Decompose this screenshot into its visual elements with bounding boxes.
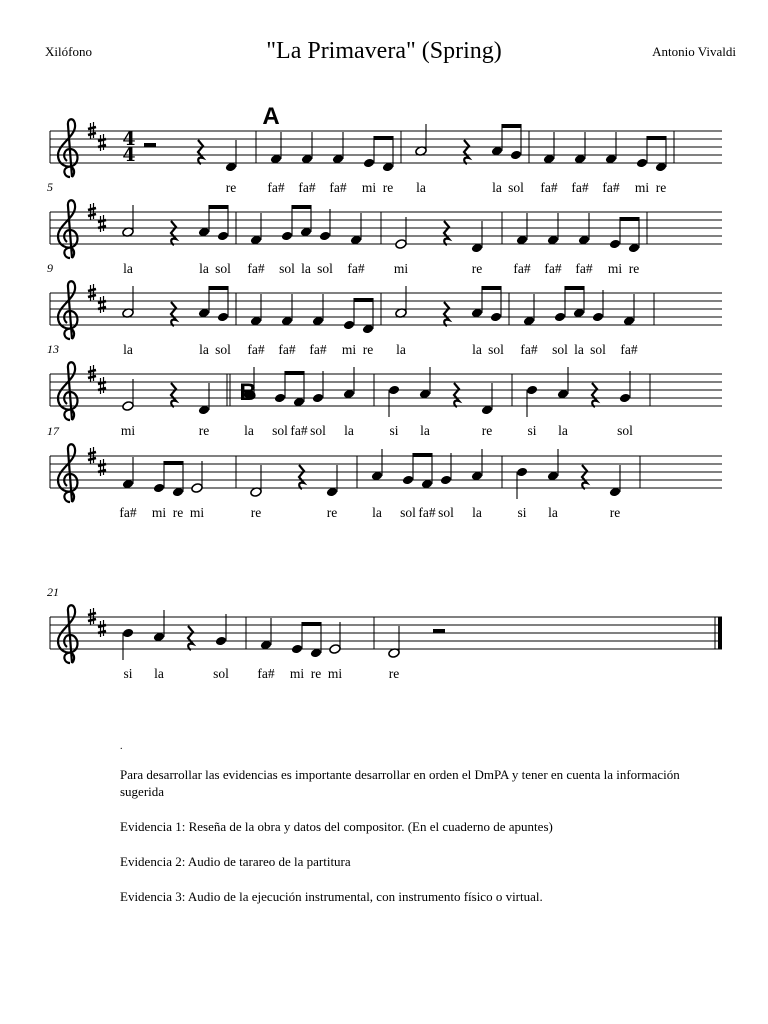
measure-number: 21 — [47, 585, 59, 599]
note-head — [363, 158, 375, 169]
lyric-syllable: sol — [272, 423, 288, 438]
lyric-syllable: sol — [215, 261, 231, 276]
treble-clef — [58, 281, 77, 339]
half-note-head — [395, 239, 407, 250]
lyric-syllable: re — [382, 180, 394, 195]
note-head — [281, 231, 293, 242]
lyric-syllable: la — [199, 261, 209, 276]
note-beam — [164, 461, 184, 465]
lyric-syllable: fa# — [544, 261, 562, 276]
lyric-syllable: sol — [279, 261, 295, 276]
quarter-rest — [454, 383, 459, 407]
lyric-syllable: fa# — [267, 180, 285, 195]
note-beam — [565, 286, 585, 290]
lyric-syllable: fa# — [247, 342, 265, 357]
note-head — [490, 312, 502, 323]
quarter-rest — [582, 465, 587, 489]
note-beam — [502, 124, 522, 128]
treble-clef — [58, 200, 77, 258]
lyric-syllable: re — [362, 342, 374, 357]
instrument-label: Xilófono — [45, 44, 92, 59]
instructions-intro: Para desarrollar las evidencias es importante desarrollar en orden el DmPA y tener en cuenta la información sugerida — [120, 767, 680, 799]
lyric-syllable: la — [416, 180, 426, 195]
note-head — [153, 483, 165, 494]
lyric-syllable: la — [244, 423, 254, 438]
final-barline — [718, 617, 722, 649]
lyric-syllable: re — [172, 505, 184, 520]
lyric-syllable: mi — [151, 505, 167, 520]
measure-number: 17 — [47, 424, 59, 438]
lyric-syllable: sol — [508, 180, 524, 195]
note-head — [526, 385, 538, 396]
note-beam — [482, 286, 502, 290]
lyric-syllable: sol — [438, 505, 454, 520]
lyric-syllable: fa# — [309, 342, 327, 357]
lyric-syllable: fa# — [513, 261, 531, 276]
note-head — [319, 231, 331, 242]
note-beam — [647, 136, 667, 140]
lyric-syllable: sol — [213, 666, 229, 681]
note-head — [122, 628, 134, 639]
piece-title: "La Primavera" (Spring) — [266, 38, 502, 64]
note-head — [217, 231, 229, 242]
lyric-syllable: mi — [189, 505, 205, 520]
note-head — [510, 150, 522, 161]
lyric-syllable: la — [420, 423, 430, 438]
lyric-syllable: mi — [327, 666, 343, 681]
lyric-syllable: la — [558, 423, 568, 438]
note-head — [592, 312, 604, 323]
lyric-syllable: sol — [617, 423, 633, 438]
note-head — [516, 467, 528, 478]
treble-clef — [58, 362, 77, 420]
lyric-syllable: mi — [634, 180, 650, 195]
quarter-rest — [188, 626, 193, 650]
note-beam — [374, 136, 394, 140]
note-beam — [285, 371, 305, 375]
lyric-syllable: re — [471, 261, 483, 276]
note-head — [215, 636, 227, 647]
lyric-syllable: sol — [317, 261, 333, 276]
note-head — [609, 239, 621, 250]
evidencia-3: Evidencia 3: Audio de la ejecución instrumental, con instrumento físico o virtual. — [120, 889, 543, 904]
stray-dot: . — [120, 741, 123, 752]
lyric-syllable: re — [388, 666, 400, 681]
time-signature-top: 4 — [122, 128, 136, 150]
measure-number: 13 — [47, 342, 59, 356]
lyric-syllable: mi — [120, 423, 136, 438]
note-head — [636, 158, 648, 169]
lyric-syllable: re — [326, 505, 338, 520]
quarter-rest — [444, 221, 449, 245]
quarter-rest — [464, 140, 469, 164]
time-signature-bottom: 4 — [122, 144, 136, 166]
sharp-sign — [98, 377, 106, 394]
lyric-syllable: la — [548, 505, 558, 520]
sharp-sign — [98, 296, 106, 313]
lyric-syllable: la — [199, 342, 209, 357]
lyric-syllable: sol — [552, 342, 568, 357]
sharp-sign — [98, 215, 106, 232]
lyric-syllable: la — [344, 423, 354, 438]
lyric-syllable: re — [628, 261, 640, 276]
lyric-syllable: re — [198, 423, 210, 438]
sharp-sign — [98, 459, 106, 476]
rehearsal-mark: A — [262, 103, 280, 130]
lyric-syllable: la — [492, 180, 502, 195]
lyric-syllable: mi — [393, 261, 409, 276]
quarter-rest — [171, 383, 176, 407]
note-beam — [209, 286, 229, 290]
note-head — [291, 644, 303, 655]
lyric-syllable: fa# — [575, 261, 593, 276]
lyric-syllable: si — [527, 423, 537, 438]
lyric-syllable: re — [310, 666, 322, 681]
note-head — [402, 475, 414, 486]
quarter-rest — [299, 465, 304, 489]
lyric-syllable: fa# — [119, 505, 137, 520]
note-head — [343, 320, 355, 331]
note-head — [274, 393, 286, 404]
lyric-syllable: la — [574, 342, 584, 357]
instructions — [120, 742, 720, 923]
lyric-syllable: mi — [289, 666, 305, 681]
lyric-syllable: si — [389, 423, 399, 438]
lyric-syllable: la — [123, 261, 133, 276]
lyric-syllable: re — [609, 505, 621, 520]
lyric-syllable: mi — [607, 261, 623, 276]
quarter-rest — [171, 302, 176, 326]
measure-number: 9 — [47, 261, 53, 275]
lyric-syllable: fa# — [540, 180, 558, 195]
note-beam — [620, 217, 640, 221]
lyric-syllable: la — [472, 342, 482, 357]
lyric-syllable: sol — [310, 423, 326, 438]
lyric-syllable: la — [372, 505, 382, 520]
note-head — [619, 393, 631, 404]
lyric-syllable: mi — [361, 180, 377, 195]
lyric-syllable: la — [154, 666, 164, 681]
lyric-syllable: fa# — [520, 342, 538, 357]
evidencia-1: Evidencia 1: Reseña de la obra y datos del compositor. (En el cuaderno de apuntes) — [120, 819, 553, 834]
half-note-head — [122, 401, 134, 412]
note-beam — [413, 453, 433, 457]
note-head — [554, 312, 566, 323]
lyric-syllable: fa# — [329, 180, 347, 195]
quarter-rest — [171, 221, 176, 245]
rehearsal-mark: B — [239, 379, 257, 406]
lyric-syllable: fa# — [620, 342, 638, 357]
lyric-syllable: re — [250, 505, 262, 520]
lyric-syllable: sol — [590, 342, 606, 357]
measure-number: 5 — [47, 180, 53, 194]
quarter-rest — [592, 383, 597, 407]
note-beam — [209, 205, 229, 209]
lyric-syllable: la — [396, 342, 406, 357]
sharp-sign — [98, 620, 106, 637]
lyric-syllable: si — [517, 505, 527, 520]
lyric-syllable: si — [123, 666, 133, 681]
lyric-syllable: fa# — [347, 261, 365, 276]
lyric-syllable: fa# — [290, 423, 308, 438]
sharp-sign — [98, 134, 106, 151]
lyric-syllable: fa# — [418, 505, 436, 520]
treble-clef — [58, 444, 77, 502]
lyric-syllable: fa# — [247, 261, 265, 276]
half-note-head — [329, 644, 341, 655]
lyric-syllable: la — [301, 261, 311, 276]
lyric-syllable: sol — [215, 342, 231, 357]
lyric-syllable: la — [472, 505, 482, 520]
note-head — [217, 312, 229, 323]
lyric-syllable: re — [655, 180, 667, 195]
note-beam — [302, 622, 322, 626]
treble-clef — [58, 605, 77, 663]
lyric-syllable: re — [481, 423, 493, 438]
lyric-syllable: la — [123, 342, 133, 357]
lyric-syllable: fa# — [602, 180, 620, 195]
lyric-syllable: re — [225, 180, 237, 195]
quarter-rest — [444, 302, 449, 326]
lyric-syllable: mi — [341, 342, 357, 357]
lyric-syllable: fa# — [257, 666, 275, 681]
treble-clef — [58, 119, 77, 177]
lyric-syllable: fa# — [571, 180, 589, 195]
evidencia-2: Evidencia 2: Audio de tarareo de la partitura — [120, 854, 351, 869]
note-head — [440, 475, 452, 486]
lyric-syllable: sol — [400, 505, 416, 520]
composer-name: Antonio Vivaldi — [652, 44, 736, 59]
lyric-syllable: sol — [488, 342, 504, 357]
note-beam — [292, 205, 312, 209]
half-note-head — [191, 483, 203, 494]
note-head — [312, 393, 324, 404]
quarter-rest — [198, 140, 203, 164]
half-rest — [433, 629, 445, 633]
lyric-syllable: fa# — [278, 342, 296, 357]
lyric-syllable: fa# — [298, 180, 316, 195]
note-head — [388, 385, 400, 396]
note-beam — [354, 298, 374, 302]
half-rest — [144, 143, 156, 147]
